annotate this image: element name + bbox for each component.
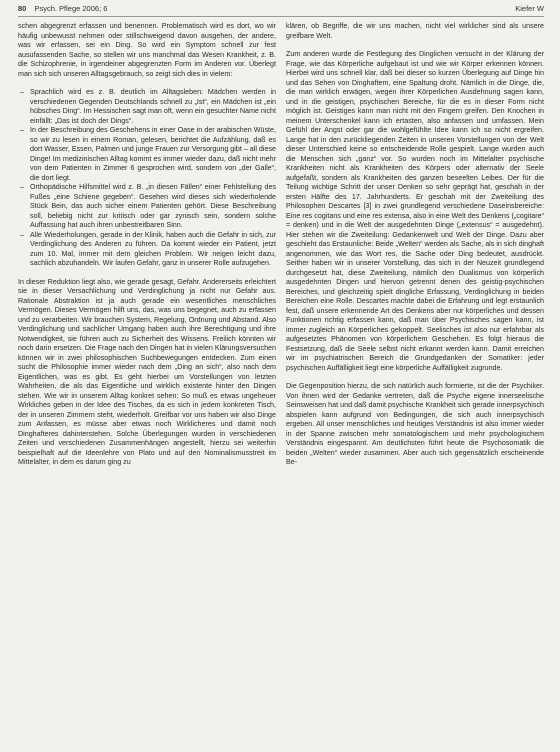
page-number: 80 (18, 4, 27, 13)
left-intro-paragraph: schen abgegrenzt erfassen und benennen. Problematisch wird es dort, wo wir häufig unbewusst nehmen oder stillschweigend davon ausgehen, der andere, was wir erfassen, sei ein Ding. So wird ein Symptom schnell zur fest ausufassenden Sache, so stellen wir uns manchmal das Wesen Krankheit, z. B. die Schizophrenie, in irgendeiner abgegrenzten Form im Anderen vor. Überlegt man sich sich unseren Alltagsgebrauch, so zeigt sich dies in vielem: (18, 22, 276, 78)
right-column (286, 22, 544, 748)
list-item: – Sprachlich wird es z. B. deutlich im Alltagsleben: Mädchen werden in verschiedenen Gegenden Deutschlands schnell zu „Ist“, ein Mädchen ist „ein hübsches Ding“. Im Hessischen sagt man oft, wenn ein gesuchter Name nicht einfällt: „Das ist doch der Dings“. (18, 88, 276, 126)
examples-list (18, 88, 276, 269)
right-paragraph-3: Die Gegenposition hierzu, die sich natürlich auch formierte, ist die der Psychiker. Von ihnen wird der Gedanke vertreten, daß die Psyche eigene innerseelische Seinsweisen hat und daß damit psychische Krankheit sich gerade innerpsychisch abspielen kann aufgrund von Bedingungen, die sich auch innerpsychisch ergeben. All unser menschliches und heutiges Verständnis ist also immer wieder in der Spanne zwischen mehr somatologischem und mehr psychologischem Verständnis eingespannt. Am deutlichsten führt heute die Psychosomatik die beiden „Welten“ wieder zusammen. Aber auch sich gegensätzlich erscheinende Be- (286, 382, 544, 466)
left-column (18, 22, 276, 748)
journal-citation: Psych. Pflege 2006; 6 (34, 4, 108, 13)
list-item: – In der Beschreibung des Geschehens in einer Oase in der arabischen Wüste, so wir zu lesen in einem Roman, gelesen, berichtet die Aufzählung, daß es dort Wasser, Essen, Palmen und junge Frauen zur Versorgung gibt – all diese Dinge! Im medizinischen Alltag kommt es immer wieder dazu, daß nicht mehr von dem Patienten in Zimmer 6 gesprochen wird, sondern von „der Galle“, die dort liegt. (18, 126, 276, 183)
header-rule (18, 16, 544, 17)
right-paragraph-2: Zum anderen wurde die Festlegung des Dinglichen versucht in der Klärung der Frage, wie das Körperliche aufgebaut ist und wie wir Körper erkennen können. Hierbei wird uns schnell klar, daß bei dieser so kurzen Überlegung auf Dinge hin und das Sehen von Dinghaftem, eine Spaltung droht. Nämlich in die Dinge, die, die man wirklich erwägen, wegen ihrer Körperlichen Ausdehnung sagen kann, und in die geistigen, psychischen Bereiche, für die es in dieser Form nicht möglich ist. Geistiges kann man nicht mit den Fingern greifen. Den Knochen in meinem Unterschenkel kann ich ertasten, also anfassen und umfassen. Mein Gefühl der Angst oder gar die wohlgefühlte Idee kann ich so nicht ergreifen. Lange hat in den zurückliegenden Zeiten in unseren Vorstellungen von der Welt dieser Unterschied keine so entscheidende Rolle gespielt. Lange wurden auch die Menschen sich „ganz“ vor. So wurden noch im Mittelalter psychische Krankheiten nicht als Krankheiten des Körpers oder alternativ der Seele aufgefaßt, sondern als Krankheiten des ganzen beseelten Leibes. Der für die Teilung wichtige Schritt der unser Denken so sehr geprägt hat, geschah in der ersten Hälfte des 17. Jahrhunderts. Er geschah mit der Zweiteilung des Philosophen Descartes [3] in zwei grundlegend verschiedene Daseinsbereiche: Eine res cogitans und eine res extensa, also in eine Welt des Denkens („cogitare“ = denken) und in die Welt der ausgedehnten Dinge („extensus“ = ausgedehnt). Hier stehen wir die Zweiteilung: Gedankenwelt und Welt der Dinge. Dazu aber geschieht das Erstaunliche: Beide „Welten“ werden als Sache, als in sich dinghaft angenommen, wie das Wort res, die Sache oder Ding bedeutet, ausdrückt. Seither haben wir in unserer Vorstellung, das sich in der Neuzeit grundlegend durchgesetzt hat, diese Zweiteilung, nämlich den Dualismus von körperlich ausgedehnten Dingen und hiervon getrennt denen des geistig-psychischen Bereiches, und gleichzeitig spielt dingliche Erfassung, Verdinglichung in beiden Bereichen eine Rolle. Descartes machte dabei die Erfahrung und legt erstaunlich fest, daß unsere erkennende Art des Denkens aber nur körperliches und dessen Funktionen richtig erfassen kann, daß man über Psychisches sagen kann, ist immer zugleich an Körperliches gekoppelt. Seelisches ist also nur erfahrbar als aufgesetztes Phänomen von körperlichem Geschehen. Es folgt hieraus die Festsetzung, daß die Seele selbst nicht erkannt werden kann. Damit erreichen wir im psychiatrischen Bereich die Grundgedanken der Somatiker: jeder psychischen Auffälligkeit liegt eine körperliche Auffälligkeit zugrunde. (286, 50, 544, 372)
list-item: – Orthopädische Hilfsmittel wird z. B. „in diesen Fällen“ einer Fehlstellung des Fußes „eine Schiene gegeben“. Gesehen wird dieses sich wiederholende Stück Bein, das auch sicher einem Patienten gehört. Diese Beschreibung soll, beliebig nicht zur kritisch oder gar zynisch sein, sondern solche Auffassung hat auch ihren unbestreitbaren Sinn. (18, 183, 276, 231)
right-paragraph-1: klären, ob Begriffe, die wir uns machen, nicht viel wirklicher sind als unsere greifbare Welt. (286, 22, 544, 40)
list-item: – Alle Wiederholungen, gerade in der Klinik, haben auch die Gefahr in sich, zur Verdinglichung des Anderen zu führen. Da kommt wieder ein Patient, jetzt zum 10. Mal, immer mit dem gleichen Problem. Wir neigen leicht dazu, sachlich abzuhandeln. Wir laufen Gefahr, ganz in unserer Rolle aufzugehen. (18, 231, 276, 269)
author-running-head: Kiefer W (515, 4, 544, 13)
left-body-paragraph: In dieser Reduktion liegt also, wie gerade gesagt, Gefahr. Andererseits erleichtert sie in dieser Versachlichung und Verdinglichung ja nicht nur Gefahr aus. Rationale Abstraktion ist ja auch gerade ein wesentliches menschliches Vermögen. Dieses Vermögen hilft uns, das, was uns begegnet, auch zu erfassen und zu verarbeiten. Wir brauchen System, Regelung, Ordnung und Abstand. Also Verdinglichung und sachlicher Umgang haben auch ihre Berechtigung und ihre Notwendigkeit, sie führen auch zu Sicherheit des Wissens. Freilich könnten wir noch darin ersetzen. Die Frage nach den Dingen hat in vielen Klärungsversuchen können wir in zwei philosophischen Suchbewegungen entdecken. Zum einen sucht die Philosophie immer wieder nach dem „Ding an sich“, also nach dem Eigentlichen, was es gibt. Es geht hierbei um Vorstellungen von letzten Wahrheiten, die als das Eigentliche und wirklich existente hinter den Dingen stehen. Wie wir in unserem Alltag konkret sehen: So muß es etwas ungeheuer Wirkliches geben in der Idee des Tisches, da es sich in jedem konkreten Tisch, der in unseren Zimmern steht, wiederholt. Greifbar vor uns haben wir also Dinge zum Anfassen, es müsse aber etwas noch Wirklicheres und damit noch Dinghafteres dahinterstehen. Solche Überlegungen wurden in verschiedenen Zeiten und verschiedenen Zusammenhängen angestellt, hierzu sei weiterhin beispielhaft auf die Ideenlehre von Plato und auf den Nominalismusstreit im Mittelalter, in dem es darum ging zu (18, 277, 276, 466)
